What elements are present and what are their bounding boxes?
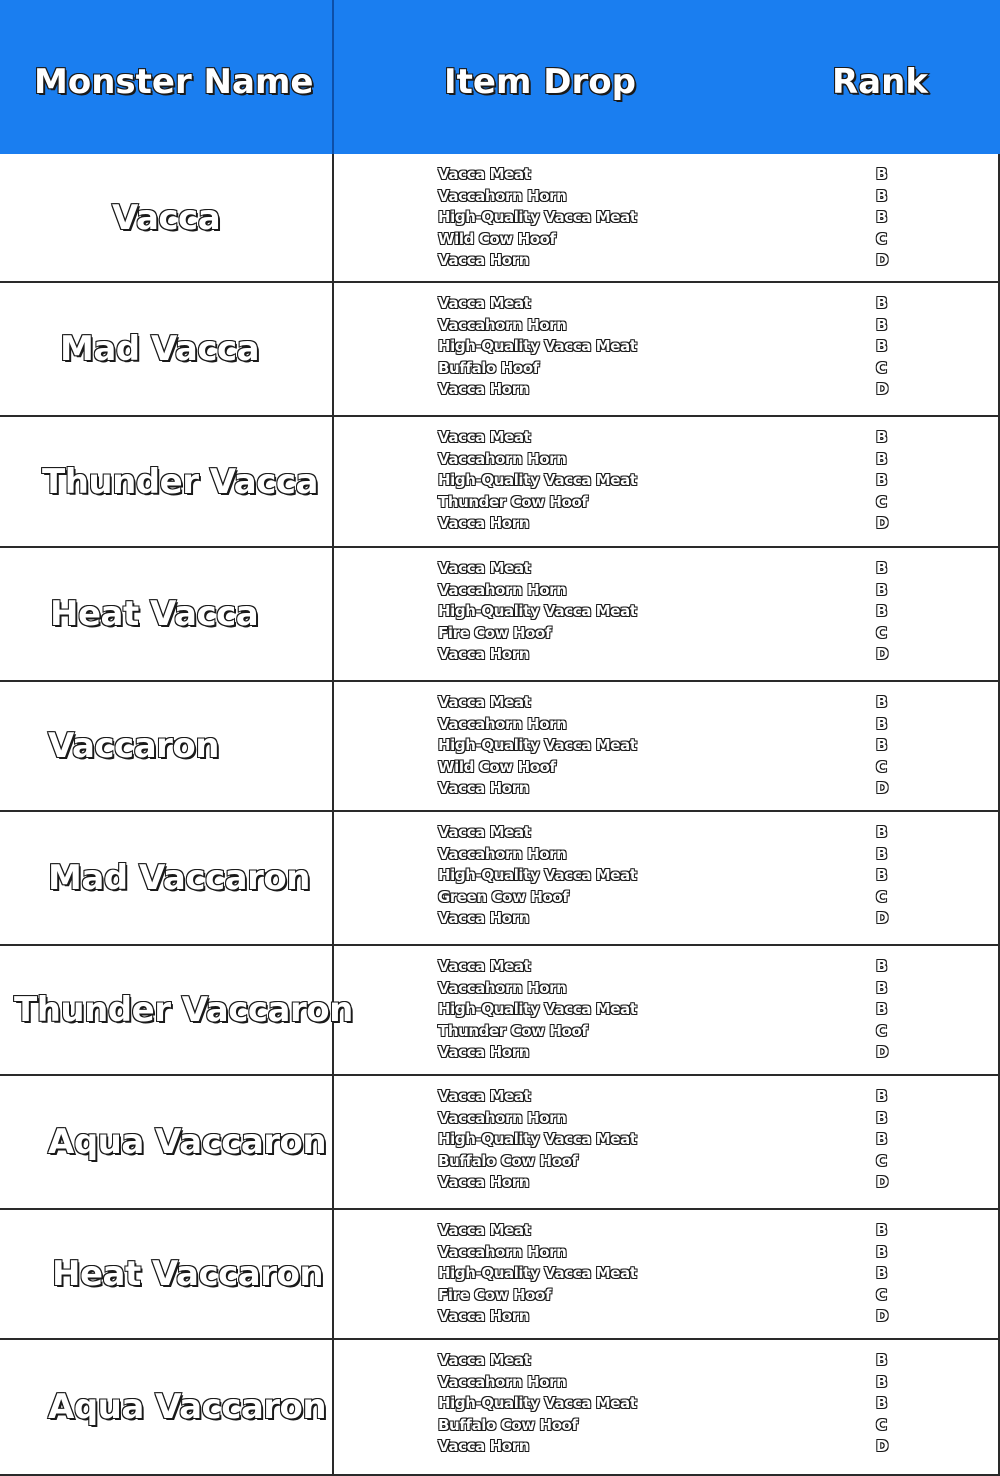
item-drop: Vacca Meat xyxy=(438,1221,531,1239)
item-drop: Buffalo Cow Hoof xyxy=(438,1415,578,1434)
monster-name: Aqua Vaccaron xyxy=(48,1387,327,1427)
rank: D xyxy=(876,514,889,533)
column-divider xyxy=(332,154,334,281)
rank: D xyxy=(876,1307,889,1326)
rank: C xyxy=(876,1285,888,1304)
item-drop: Vacca Horn xyxy=(438,1043,529,1062)
item-drop-list xyxy=(438,293,637,401)
header-rank: Rank xyxy=(832,62,928,102)
rank: B xyxy=(876,823,888,841)
item-drop-list xyxy=(438,1350,637,1458)
item-drop-list xyxy=(438,164,637,272)
rank: B xyxy=(876,449,888,468)
column-divider xyxy=(332,283,334,415)
column-divider xyxy=(332,548,334,680)
item-drop: High-Quality Vacca Meat xyxy=(438,1264,637,1283)
item-drop: Vacca Meat xyxy=(438,1351,531,1369)
table-body xyxy=(0,154,1000,1476)
item-drop: Vaccahorn Horn xyxy=(438,844,567,863)
item-drop: Vacca Horn xyxy=(438,909,529,928)
item-drop: Thunder Cow Hoof xyxy=(438,492,588,511)
item-drop-list xyxy=(438,1086,637,1194)
rank: B xyxy=(876,602,888,621)
rank: B xyxy=(876,1221,888,1239)
rank: C xyxy=(876,229,888,248)
item-drop: Vacca Meat xyxy=(438,957,531,975)
rank: B xyxy=(876,1394,888,1413)
rank: B xyxy=(876,957,888,975)
rank: D xyxy=(876,645,889,664)
rank: B xyxy=(876,315,888,334)
rank-list xyxy=(876,558,888,666)
item-drop: Vaccahorn Horn xyxy=(438,315,567,334)
item-drop: Vacca Meat xyxy=(438,559,531,577)
rank: B xyxy=(876,844,888,863)
item-drop: Green Cow Hoof xyxy=(438,887,569,906)
table-row xyxy=(0,283,1000,417)
rank: B xyxy=(876,714,888,733)
monster-name: Thunder Vaccaron xyxy=(14,990,353,1030)
rank: B xyxy=(876,1108,888,1127)
monster-name: Vaccaron xyxy=(48,726,219,766)
item-drop: Buffalo Hoof xyxy=(438,358,539,377)
item-drop-list xyxy=(438,822,637,930)
item-drop: High-Quality Vacca Meat xyxy=(438,1394,637,1413)
table-header xyxy=(0,0,1000,154)
item-drop: Vacca Meat xyxy=(438,428,531,446)
rank: B xyxy=(876,693,888,711)
item-drop: Vaccahorn Horn xyxy=(438,449,567,468)
rank: C xyxy=(876,1415,888,1434)
rank: D xyxy=(876,909,889,928)
item-drop: High-Quality Vacca Meat xyxy=(438,602,637,621)
item-drop-list xyxy=(438,692,637,800)
monster-name: Vacca xyxy=(112,197,221,238)
rank: B xyxy=(876,736,888,755)
table-row xyxy=(0,1340,1000,1476)
rank: B xyxy=(876,1351,888,1369)
rank-list xyxy=(876,692,888,800)
item-drop: Wild Cow Hoof xyxy=(438,757,556,776)
item-drop: Vacca Meat xyxy=(438,294,531,312)
rank: C xyxy=(876,887,888,906)
monster-name: Thunder Vacca xyxy=(42,461,318,502)
item-drop: Vaccahorn Horn xyxy=(438,186,567,205)
item-drop: High-Quality Vacca Meat xyxy=(438,866,637,885)
rank: B xyxy=(876,1372,888,1391)
rank-list xyxy=(876,427,888,535)
rank: B xyxy=(876,559,888,577)
rank: C xyxy=(876,1021,888,1040)
item-drop: High-Quality Vacca Meat xyxy=(438,1130,637,1149)
rank-list xyxy=(876,164,888,272)
rank: D xyxy=(876,380,889,399)
monster-name: Mad Vacca xyxy=(60,329,260,369)
rank: B xyxy=(876,1264,888,1283)
item-drop: High-Quality Vacca Meat xyxy=(438,1000,637,1019)
rank: C xyxy=(876,1151,888,1170)
rank: D xyxy=(876,1437,889,1456)
rank: B xyxy=(876,186,888,205)
item-drop: High-Quality Vacca Meat xyxy=(438,736,637,755)
rank: D xyxy=(876,1173,889,1192)
item-drop: Vacca Meat xyxy=(438,693,531,711)
column-divider xyxy=(332,1076,334,1208)
rank-list xyxy=(876,956,888,1064)
rank: C xyxy=(876,492,888,511)
table-row xyxy=(0,1076,1000,1210)
rank-list xyxy=(876,293,888,401)
rank-list xyxy=(876,1086,888,1194)
monster-name: Heat Vaccaron xyxy=(52,1254,324,1294)
table-row xyxy=(0,682,1000,812)
item-drop-list xyxy=(438,427,637,535)
table-row xyxy=(0,548,1000,682)
item-drop: Thunder Cow Hoof xyxy=(438,1021,588,1040)
rank: D xyxy=(876,779,889,798)
column-divider xyxy=(332,812,334,944)
table-row xyxy=(0,154,1000,283)
rank: B xyxy=(876,165,888,183)
item-drop: Vacca Meat xyxy=(438,823,531,841)
rank: B xyxy=(876,294,888,312)
rank: C xyxy=(876,623,888,642)
rank: D xyxy=(876,1043,889,1062)
rank: B xyxy=(876,1242,888,1261)
rank: B xyxy=(876,866,888,885)
rank: B xyxy=(876,471,888,490)
table-row xyxy=(0,812,1000,946)
item-drop: Vaccahorn Horn xyxy=(438,978,567,997)
rank-list xyxy=(876,822,888,930)
rank: B xyxy=(876,580,888,599)
item-drop: Vacca Horn xyxy=(438,779,529,798)
header-monster-name: Monster Name xyxy=(34,62,314,102)
rank: C xyxy=(876,757,888,776)
item-drop: High-Quality Vacca Meat xyxy=(438,208,637,227)
table-row xyxy=(0,946,1000,1076)
rank: B xyxy=(876,1000,888,1019)
rank: B xyxy=(876,337,888,356)
item-drop: Buffalo Cow Hoof xyxy=(438,1151,578,1170)
item-drop: Vaccahorn Horn xyxy=(438,1372,567,1391)
item-drop: Wild Cow Hoof xyxy=(438,229,556,248)
item-drop-list xyxy=(438,956,637,1064)
item-drop: Vacca Horn xyxy=(438,645,529,664)
item-drop: Vacca Horn xyxy=(438,1437,529,1456)
column-divider xyxy=(332,1210,334,1338)
header-column-divider xyxy=(332,0,334,154)
rank-list xyxy=(876,1350,888,1458)
item-drop-list xyxy=(438,1220,637,1328)
monster-name: Heat Vacca xyxy=(50,594,259,634)
rank: C xyxy=(876,358,888,377)
item-drop-list xyxy=(438,558,637,666)
item-drop: Vacca Horn xyxy=(438,380,529,399)
rank-list xyxy=(876,1220,888,1328)
table-row xyxy=(0,417,1000,548)
rank: B xyxy=(876,428,888,446)
item-drop: Fire Cow Hoof xyxy=(438,1285,552,1304)
item-drop: Vacca Horn xyxy=(438,1307,529,1326)
item-drop: Vaccahorn Horn xyxy=(438,1242,567,1261)
column-divider xyxy=(332,1340,334,1474)
item-drop: Vacca Horn xyxy=(438,514,529,533)
header-item-drop: Item Drop xyxy=(444,62,636,102)
item-drop: Fire Cow Hoof xyxy=(438,623,552,642)
item-drop: High-Quality Vacca Meat xyxy=(438,471,637,490)
item-drop: Vaccahorn Horn xyxy=(438,714,567,733)
item-drop: Vaccahorn Horn xyxy=(438,580,567,599)
table-row xyxy=(0,1210,1000,1340)
item-drop: Vacca Horn xyxy=(438,251,529,270)
monster-name: Mad Vaccaron xyxy=(48,858,310,898)
item-drop: Vaccahorn Horn xyxy=(438,1108,567,1127)
rank: D xyxy=(876,251,889,270)
column-divider xyxy=(332,682,334,810)
column-divider xyxy=(332,417,334,546)
rank: B xyxy=(876,1087,888,1105)
rank: B xyxy=(876,978,888,997)
rank: B xyxy=(876,208,888,227)
monster-name: Aqua Vaccaron xyxy=(48,1122,327,1162)
item-drop: Vacca Horn xyxy=(438,1173,529,1192)
item-drop: Vacca Meat xyxy=(438,1087,531,1105)
rank: B xyxy=(876,1130,888,1149)
item-drop: High-Quality Vacca Meat xyxy=(438,337,637,356)
item-drop: Vacca Meat xyxy=(438,165,531,183)
